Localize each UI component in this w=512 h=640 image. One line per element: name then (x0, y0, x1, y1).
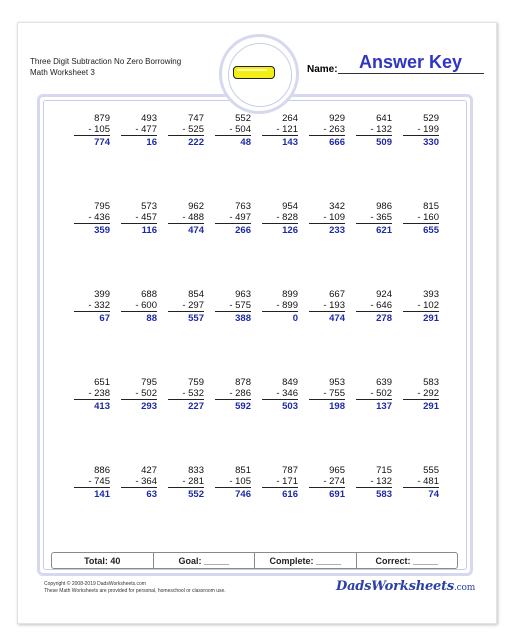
problem-subtrahend: - 600 (121, 300, 157, 312)
problem-r4-c7 (356, 377, 392, 412)
problem-subtrahend: - 193 (309, 300, 345, 312)
problem-answer: 291 (423, 401, 439, 412)
problem-minuend: 962 (188, 201, 204, 212)
problem-r3-c7 (356, 289, 392, 324)
problem-minuend: 688 (141, 289, 157, 300)
problem-minuend: 763 (235, 201, 251, 212)
problem-subtrahend: - 436 (74, 212, 110, 224)
problem-subtrahend: - 102 (403, 300, 439, 312)
problem-minuend: 899 (282, 289, 298, 300)
problem-minuend: 954 (282, 201, 298, 212)
problem-minuend: 493 (141, 113, 157, 124)
problem-subtrahend: - 332 (74, 300, 110, 312)
problem-subtrahend: - 477 (121, 124, 157, 136)
problem-subtrahend: - 292 (403, 388, 439, 400)
problem-minuend: 849 (282, 377, 298, 388)
problem-minuend: 399 (94, 289, 110, 300)
problem-subtrahend: - 365 (356, 212, 392, 224)
usage-text: These Math Worksheets are provided for personal, homeschool or classroom use. (44, 587, 226, 594)
problem-answer: 48 (240, 137, 251, 148)
problem-subtrahend: - 532 (168, 388, 204, 400)
problem-subtrahend: - 121 (262, 124, 298, 136)
problem-answer: 774 (94, 137, 110, 148)
problem-answer: 16 (146, 137, 157, 148)
problem-minuend: 747 (188, 113, 204, 124)
problem-subtrahend: - 132 (356, 124, 392, 136)
problem-subtrahend: - 502 (121, 388, 157, 400)
problem-minuend: 953 (329, 377, 345, 388)
worksheet-title-line2: Math Worksheet 3 (30, 68, 95, 77)
problem-answer: 474 (188, 225, 204, 236)
problem-r2-c2 (121, 201, 157, 236)
problem-r2-c3 (168, 201, 204, 236)
problem-r1-c1 (74, 113, 110, 148)
problem-r2-c1 (74, 201, 110, 236)
problem-subtrahend: - 346 (262, 388, 298, 400)
problem-r4-c3 (168, 377, 204, 412)
problem-minuend: 879 (94, 113, 110, 124)
problem-answer: 592 (235, 401, 251, 412)
problem-answer: 222 (188, 137, 204, 148)
problem-minuend: 854 (188, 289, 204, 300)
problem-answer: 141 (94, 489, 110, 500)
problem-answer: 63 (146, 489, 157, 500)
copyright-text: Copyright © 2008-2019 DadsWorksheets.com (44, 581, 146, 587)
problem-r1-c8 (403, 113, 439, 148)
problem-answer: 67 (99, 313, 110, 324)
problem-r2-c4 (215, 201, 251, 236)
problem-r3-c2 (121, 289, 157, 324)
problem-answer: 557 (188, 313, 204, 324)
problem-minuend: 795 (141, 377, 157, 388)
problem-subtrahend: - 481 (403, 476, 439, 488)
problem-minuend: 833 (188, 465, 204, 476)
problem-answer: 266 (235, 225, 251, 236)
problem-answer: 293 (141, 401, 157, 412)
problem-r3-c6 (309, 289, 345, 324)
problem-answer: 474 (329, 313, 345, 324)
problem-minuend: 641 (376, 113, 392, 124)
problem-answer: 227 (188, 401, 204, 412)
crayon-icon (233, 66, 275, 79)
problem-minuend: 342 (329, 201, 345, 212)
problem-minuend: 715 (376, 465, 392, 476)
problem-answer: 583 (376, 489, 392, 500)
name-line (338, 73, 484, 74)
problem-subtrahend: - 263 (309, 124, 345, 136)
problem-minuend: 427 (141, 465, 157, 476)
problem-answer: 137 (376, 401, 392, 412)
problem-r1-c7 (356, 113, 392, 148)
problem-r4-c4 (215, 377, 251, 412)
problem-subtrahend: - 109 (309, 212, 345, 224)
problem-answer: 278 (376, 313, 392, 324)
problem-minuend: 929 (329, 113, 345, 124)
problem-r3-c1 (74, 289, 110, 324)
problem-subtrahend: - 281 (168, 476, 204, 488)
score-goal: Goal: _____ (154, 553, 256, 568)
problem-subtrahend: - 105 (215, 476, 251, 488)
score-complete: Complete: _____ (255, 553, 357, 568)
problem-subtrahend: - 297 (168, 300, 204, 312)
score-total: Total: 40 (52, 553, 154, 568)
problem-r1-c3 (168, 113, 204, 148)
problem-r3-c3 (168, 289, 204, 324)
problem-r4-c6 (309, 377, 345, 412)
problem-answer: 503 (282, 401, 298, 412)
problem-r5-c6 (309, 465, 345, 500)
problem-r2-c8 (403, 201, 439, 236)
problem-subtrahend: - 504 (215, 124, 251, 136)
problem-answer: 359 (94, 225, 110, 236)
problem-subtrahend: - 160 (403, 212, 439, 224)
problem-r5-c7 (356, 465, 392, 500)
problem-subtrahend: - 575 (215, 300, 251, 312)
problem-r5-c8 (403, 465, 439, 500)
problem-answer: 388 (235, 313, 251, 324)
problem-r4-c2 (121, 377, 157, 412)
problem-subtrahend: - 755 (309, 388, 345, 400)
problem-minuend: 555 (423, 465, 439, 476)
problem-answer: 74 (428, 489, 439, 500)
problem-answer: 126 (282, 225, 298, 236)
problem-subtrahend: - 364 (121, 476, 157, 488)
problem-r1-c4 (215, 113, 251, 148)
problem-subtrahend: - 899 (262, 300, 298, 312)
problem-minuend: 924 (376, 289, 392, 300)
problems-frame (37, 94, 473, 576)
problem-answer: 655 (423, 225, 439, 236)
dadsworksheets-logo (336, 579, 475, 594)
problem-minuend: 886 (94, 465, 110, 476)
problem-r5-c3 (168, 465, 204, 500)
problem-answer: 666 (329, 137, 345, 148)
problem-r5-c1 (74, 465, 110, 500)
logo-main: DadsWorksheets (336, 579, 455, 594)
problem-subtrahend: - 745 (74, 476, 110, 488)
problem-minuend: 573 (141, 201, 157, 212)
worksheet-title (30, 56, 181, 78)
problem-minuend: 639 (376, 377, 392, 388)
problem-minuend: 878 (235, 377, 251, 388)
problem-answer: 413 (94, 401, 110, 412)
problem-subtrahend: - 457 (121, 212, 157, 224)
problem-r5-c5 (262, 465, 298, 500)
problem-minuend: 529 (423, 113, 439, 124)
problem-minuend: 264 (282, 113, 298, 124)
problem-subtrahend: - 171 (262, 476, 298, 488)
problem-minuend: 986 (376, 201, 392, 212)
name-label: Name: (307, 64, 338, 75)
problem-subtrahend: - 286 (215, 388, 251, 400)
problem-r2-c5 (262, 201, 298, 236)
problem-r1-c2 (121, 113, 157, 148)
problem-subtrahend: - 199 (403, 124, 439, 136)
score-bar (51, 552, 458, 569)
problem-minuend: 583 (423, 377, 439, 388)
problem-answer: 746 (235, 489, 251, 500)
problem-r3-c4 (215, 289, 251, 324)
problem-minuend: 552 (235, 113, 251, 124)
problem-answer: 691 (329, 489, 345, 500)
problem-answer: 291 (423, 313, 439, 324)
footer-copyright (44, 581, 226, 594)
score-correct: Correct: _____ (375, 555, 439, 566)
problem-minuend: 651 (94, 377, 110, 388)
problem-subtrahend: - 828 (262, 212, 298, 224)
problem-minuend: 851 (235, 465, 251, 476)
problem-minuend: 815 (423, 201, 439, 212)
problem-answer: 143 (282, 137, 298, 148)
problem-subtrahend: - 502 (356, 388, 392, 400)
problem-answer: 0 (292, 313, 298, 324)
worksheet-title-line1: Three Digit Subtraction No Zero Borrowing (30, 57, 182, 66)
problem-answer: 509 (376, 137, 392, 148)
problem-minuend: 795 (94, 201, 110, 212)
problem-answer: 552 (188, 489, 204, 500)
answer-key-title: Answer Key (359, 52, 463, 72)
problem-r3-c5 (262, 289, 298, 324)
problem-r4-c1 (74, 377, 110, 412)
problem-answer: 330 (423, 137, 439, 148)
problem-answer: 198 (329, 401, 345, 412)
problem-answer: 116 (141, 225, 157, 236)
problem-r4-c5 (262, 377, 298, 412)
problem-minuend: 963 (235, 289, 251, 300)
problem-subtrahend: - 646 (356, 300, 392, 312)
problem-r2-c6 (309, 201, 345, 236)
problem-minuend: 667 (329, 289, 345, 300)
logo-suffix: .com (454, 583, 476, 593)
problem-answer: 233 (329, 225, 345, 236)
problem-subtrahend: - 238 (74, 388, 110, 400)
problem-subtrahend: - 274 (309, 476, 345, 488)
problem-minuend: 759 (188, 377, 204, 388)
problem-r1-c6 (309, 113, 345, 148)
problem-answer: 616 (282, 489, 298, 500)
problem-r1-c5 (262, 113, 298, 148)
problem-subtrahend: - 525 (168, 124, 204, 136)
crayon-badge (219, 34, 299, 114)
problem-r5-c4 (215, 465, 251, 500)
problem-minuend: 965 (329, 465, 345, 476)
problem-minuend: 393 (423, 289, 439, 300)
problem-minuend: 787 (282, 465, 298, 476)
problem-subtrahend: - 488 (168, 212, 204, 224)
problem-r3-c8 (403, 289, 439, 324)
problem-answer: 621 (376, 225, 392, 236)
problem-subtrahend: - 105 (74, 124, 110, 136)
problem-answer: 88 (146, 313, 157, 324)
name-field (307, 52, 485, 76)
problem-r4-c8 (403, 377, 439, 412)
problem-r2-c7 (356, 201, 392, 236)
problem-subtrahend: - 132 (356, 476, 392, 488)
problem-r5-c2 (121, 465, 157, 500)
problem-subtrahend: - 497 (215, 212, 251, 224)
